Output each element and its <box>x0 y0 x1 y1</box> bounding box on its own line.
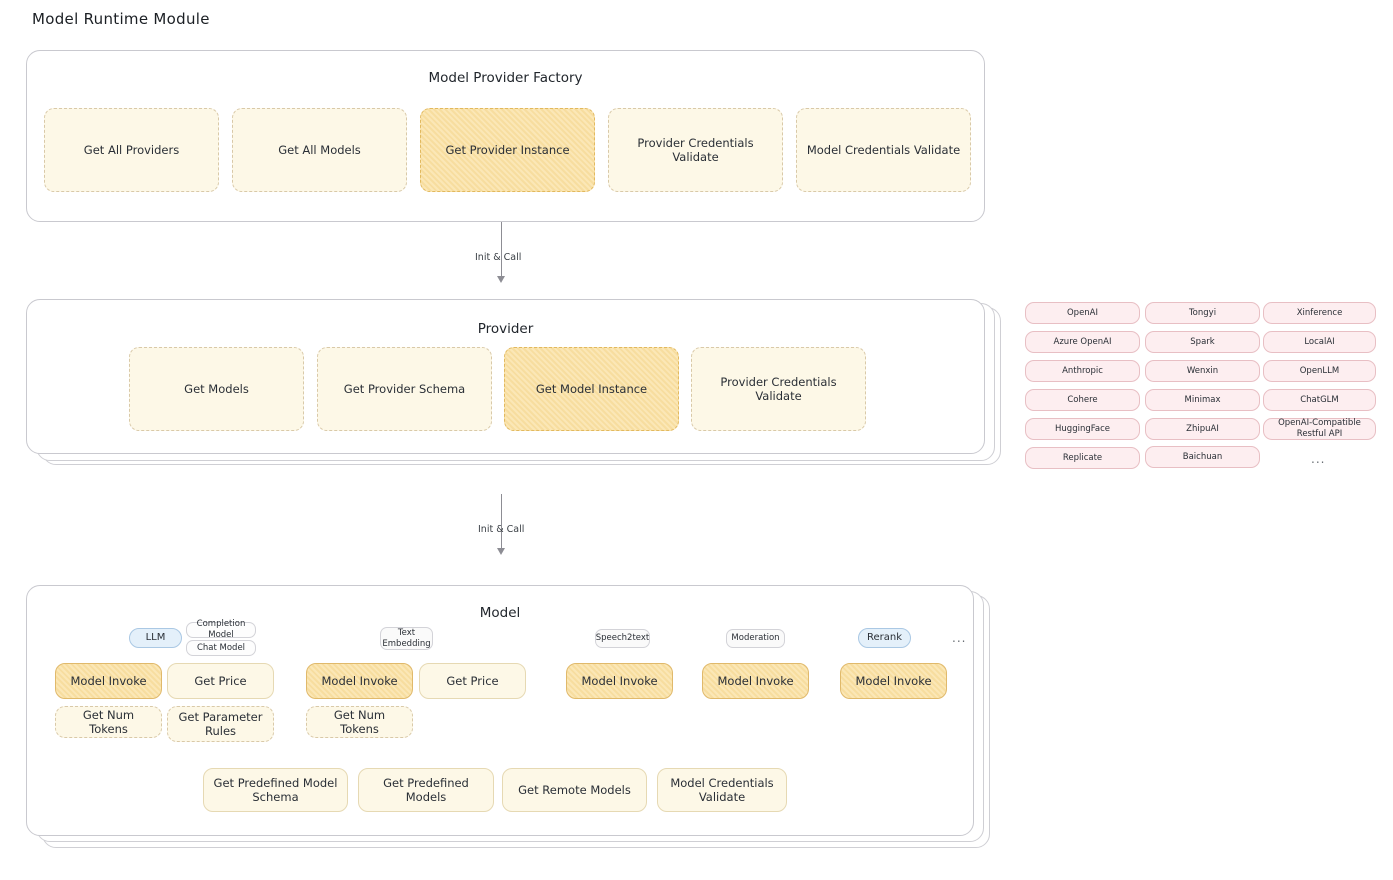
arrow-factory-to-provider-line <box>501 222 502 278</box>
common-model-credentials-validate[interactable]: Model Credentials Validate <box>657 768 787 812</box>
llm-model-invoke[interactable]: Model Invoke <box>55 663 162 699</box>
page-title: Model Runtime Module <box>32 10 210 28</box>
model-type-moderation[interactable]: Moderation <box>726 629 785 648</box>
provider-pill-minimax[interactable]: Minimax <box>1145 389 1260 411</box>
model-types-more: ... <box>952 631 967 645</box>
common-get-predefined-model-schema[interactable]: Get Predefined Model Schema <box>203 768 348 812</box>
common-get-predefined-models[interactable]: Get Predefined Models <box>358 768 494 812</box>
common-get-remote-models[interactable]: Get Remote Models <box>502 768 647 812</box>
factory-item-get-provider-instance[interactable]: Get Provider Instance <box>420 108 595 192</box>
arrow-factory-to-provider-label: Init & Call <box>475 252 522 263</box>
provider-pill-cohere[interactable]: Cohere <box>1025 389 1140 411</box>
factory-item-provider-credentials-validate[interactable]: Provider Credentials Validate <box>608 108 783 192</box>
factory-item-get-all-models[interactable]: Get All Models <box>232 108 407 192</box>
provider-pill-openllm[interactable]: OpenLLM <box>1263 360 1376 382</box>
model-type-text-embedding[interactable]: Text Embedding <box>380 627 433 650</box>
llm-get-num-tokens[interactable]: Get Num Tokens <box>55 706 162 738</box>
provider-pill-wenxin[interactable]: Wenxin <box>1145 360 1260 382</box>
provider-item-get-model-instance[interactable]: Get Model Instance <box>504 347 679 431</box>
model-type-chat-model[interactable]: Chat Model <box>186 640 256 656</box>
factory-item-get-all-providers[interactable]: Get All Providers <box>44 108 219 192</box>
model-provider-factory-title: Model Provider Factory <box>428 70 583 86</box>
provider-pill-huggingface[interactable]: HuggingFace <box>1025 418 1140 440</box>
arrow-provider-to-model-label: Init & Call <box>478 524 525 535</box>
rerank-model-invoke[interactable]: Model Invoke <box>840 663 947 699</box>
model-type-speech2text[interactable]: Speech2text <box>595 629 650 648</box>
provider-pill-openai[interactable]: OpenAI <box>1025 302 1140 324</box>
model-type-llm[interactable]: LLM <box>129 628 182 648</box>
moderation-model-invoke[interactable]: Model Invoke <box>702 663 809 699</box>
provider-pill-spark[interactable]: Spark <box>1145 331 1260 353</box>
provider-list-more: ... <box>1311 452 1326 466</box>
speech2text-model-invoke[interactable]: Model Invoke <box>566 663 673 699</box>
provider-pill-azure-openai[interactable]: Azure OpenAI <box>1025 331 1140 353</box>
text-embedding-model-invoke[interactable]: Model Invoke <box>306 663 413 699</box>
model-type-rerank[interactable]: Rerank <box>858 628 911 648</box>
arrow-provider-to-model-head <box>497 548 505 555</box>
text-embedding-get-price[interactable]: Get Price <box>419 663 526 699</box>
provider-pill-anthropic[interactable]: Anthropic <box>1025 360 1140 382</box>
llm-get-parameter-rules[interactable]: Get Parameter Rules <box>167 706 274 742</box>
provider-pill-localai[interactable]: LocalAI <box>1263 331 1376 353</box>
arrow-provider-to-model-line <box>501 494 502 550</box>
provider-pill-replicate[interactable]: Replicate <box>1025 447 1140 469</box>
provider-item-get-models[interactable]: Get Models <box>129 347 304 431</box>
provider-pill-baichuan[interactable]: Baichuan <box>1145 446 1260 468</box>
provider-pill-openai-compatible[interactable]: OpenAI-Compatible Restful API <box>1263 418 1376 440</box>
provider-pill-tongyi[interactable]: Tongyi <box>1145 302 1260 324</box>
provider-pill-zhipuai[interactable]: ZhipuAI <box>1145 418 1260 440</box>
model-title: Model <box>479 605 521 621</box>
provider-pill-chatglm[interactable]: ChatGLM <box>1263 389 1376 411</box>
provider-item-get-provider-schema[interactable]: Get Provider Schema <box>317 347 492 431</box>
provider-pill-xinference[interactable]: Xinference <box>1263 302 1376 324</box>
provider-item-provider-credentials-validate[interactable]: Provider Credentials Validate <box>691 347 866 431</box>
arrow-factory-to-provider-head <box>497 276 505 283</box>
model-type-completion-model[interactable]: Completion Model <box>186 622 256 638</box>
text-embedding-get-num-tokens[interactable]: Get Num Tokens <box>306 706 413 738</box>
provider-title: Provider <box>477 321 534 337</box>
llm-get-price[interactable]: Get Price <box>167 663 274 699</box>
factory-item-model-credentials-validate[interactable]: Model Credentials Validate <box>796 108 971 192</box>
